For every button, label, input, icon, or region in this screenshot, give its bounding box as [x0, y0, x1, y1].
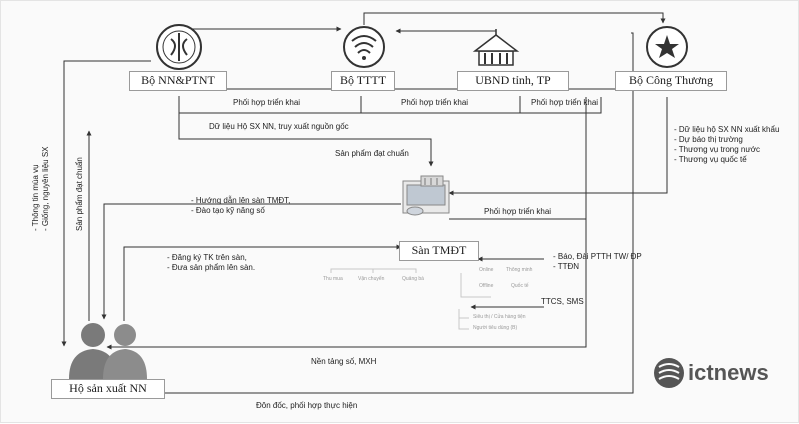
connectors-layer	[1, 1, 799, 424]
label-don-doc: Đôn đốc, phối hợp thực hiện	[256, 401, 358, 410]
farmers-group-icon	[69, 323, 147, 379]
node-ho-san-xuat: Hộ sản xuất NN	[51, 379, 165, 399]
edge-dang-ky	[124, 247, 401, 321]
label-phoi-hop-2: Phối hợp triển khai	[401, 98, 469, 107]
sub-label: Quảng bá	[402, 276, 424, 282]
edge-tttt-bct	[364, 13, 663, 25]
left-vert-1-item: - Giống, nguyên liệu SX	[41, 146, 50, 231]
government-building-icon	[475, 29, 517, 65]
label-nen-tang: Nền tảng số, MXH	[311, 357, 377, 366]
node-bo-tttt: Bộ TTTT	[331, 71, 395, 91]
huong-dan-item: - Hướng dẫn lên sàn TMĐT,	[191, 196, 291, 205]
left-vert-1-item: - Thông tin mùa vụ	[31, 164, 40, 231]
edge-bct-center	[449, 97, 667, 193]
label-phoi-hop-3: Phối hợp triển khai	[531, 98, 599, 107]
ictnews-logo-icon	[654, 358, 684, 388]
sub-label: Siêu thị / Cửa hàng tiện	[473, 314, 526, 320]
label-bao-dai	[553, 252, 642, 272]
label-san-pham-dat-chuan: Sản phẩm đạt chuẩn	[335, 149, 409, 158]
label-bct-items	[674, 125, 779, 165]
edge-bonn-tttt	[179, 29, 341, 41]
huong-dan-item: - Đào tạo kỹ năng số	[191, 206, 265, 215]
sub-label: Vận chuyển	[358, 276, 385, 282]
node-san-tmdt: Sàn TMĐT	[399, 241, 479, 261]
node-bo-nn-ptnt: Bộ NN&PTNT	[129, 71, 227, 91]
node-bo-cong-thuong: Bộ Công Thương	[615, 71, 727, 91]
sub-label: Thu mua	[323, 276, 343, 282]
watermark-text: ictnews	[688, 360, 769, 385]
label-ttcs-sms: TTCS, SMS	[541, 297, 584, 306]
bao-dai-item: - TTĐN	[553, 262, 580, 271]
label-phoi-hop-1: Phối hợp triển khai	[233, 98, 301, 107]
label-left-vert-1	[31, 147, 51, 232]
sub-label: Người tiêu dùng (B)	[473, 325, 518, 331]
ecommerce-platform-icon	[403, 176, 449, 215]
agriculture-ministry-seal-icon	[157, 25, 201, 69]
sub-label: Online	[479, 267, 494, 273]
label-du-lieu-ho: Dữ liệu Hộ SX NN, truy xuất nguồn gốc	[209, 122, 349, 131]
label-dang-ky	[167, 253, 255, 273]
bct-item: - Thương vụ trong nước	[674, 145, 760, 154]
dang-ky-item: - Đăng ký TK trên sàn,	[167, 253, 247, 262]
dang-ky-item: - Đưa sản phẩm lên sàn.	[167, 263, 256, 272]
sub-label: Quốc tế	[511, 283, 529, 289]
bct-item: - Dữ liệu hộ SX NN xuất khẩu	[674, 125, 780, 134]
information-ministry-seal-icon	[344, 27, 384, 67]
bct-item: - Dự báo thị trường	[674, 135, 743, 144]
label-phoi-hop-4: Phối hợp triển khai	[484, 207, 552, 216]
national-emblem-icon	[647, 27, 687, 67]
bct-item: - Thương vụ quốc tế	[674, 155, 747, 164]
label-huong-dan	[191, 196, 290, 216]
label-left-vert-2: Sản phẩm đạt chuẩn	[75, 157, 84, 231]
sub-label: Offline	[479, 283, 494, 289]
bao-dai-item: - Báo, Đài PTTH TW/ ĐP	[553, 252, 642, 261]
edge-ubnd-tttt	[396, 31, 496, 46]
node-ubnd: UBND tỉnh, TP	[457, 71, 569, 91]
sub-label: Thông minh	[506, 267, 533, 273]
